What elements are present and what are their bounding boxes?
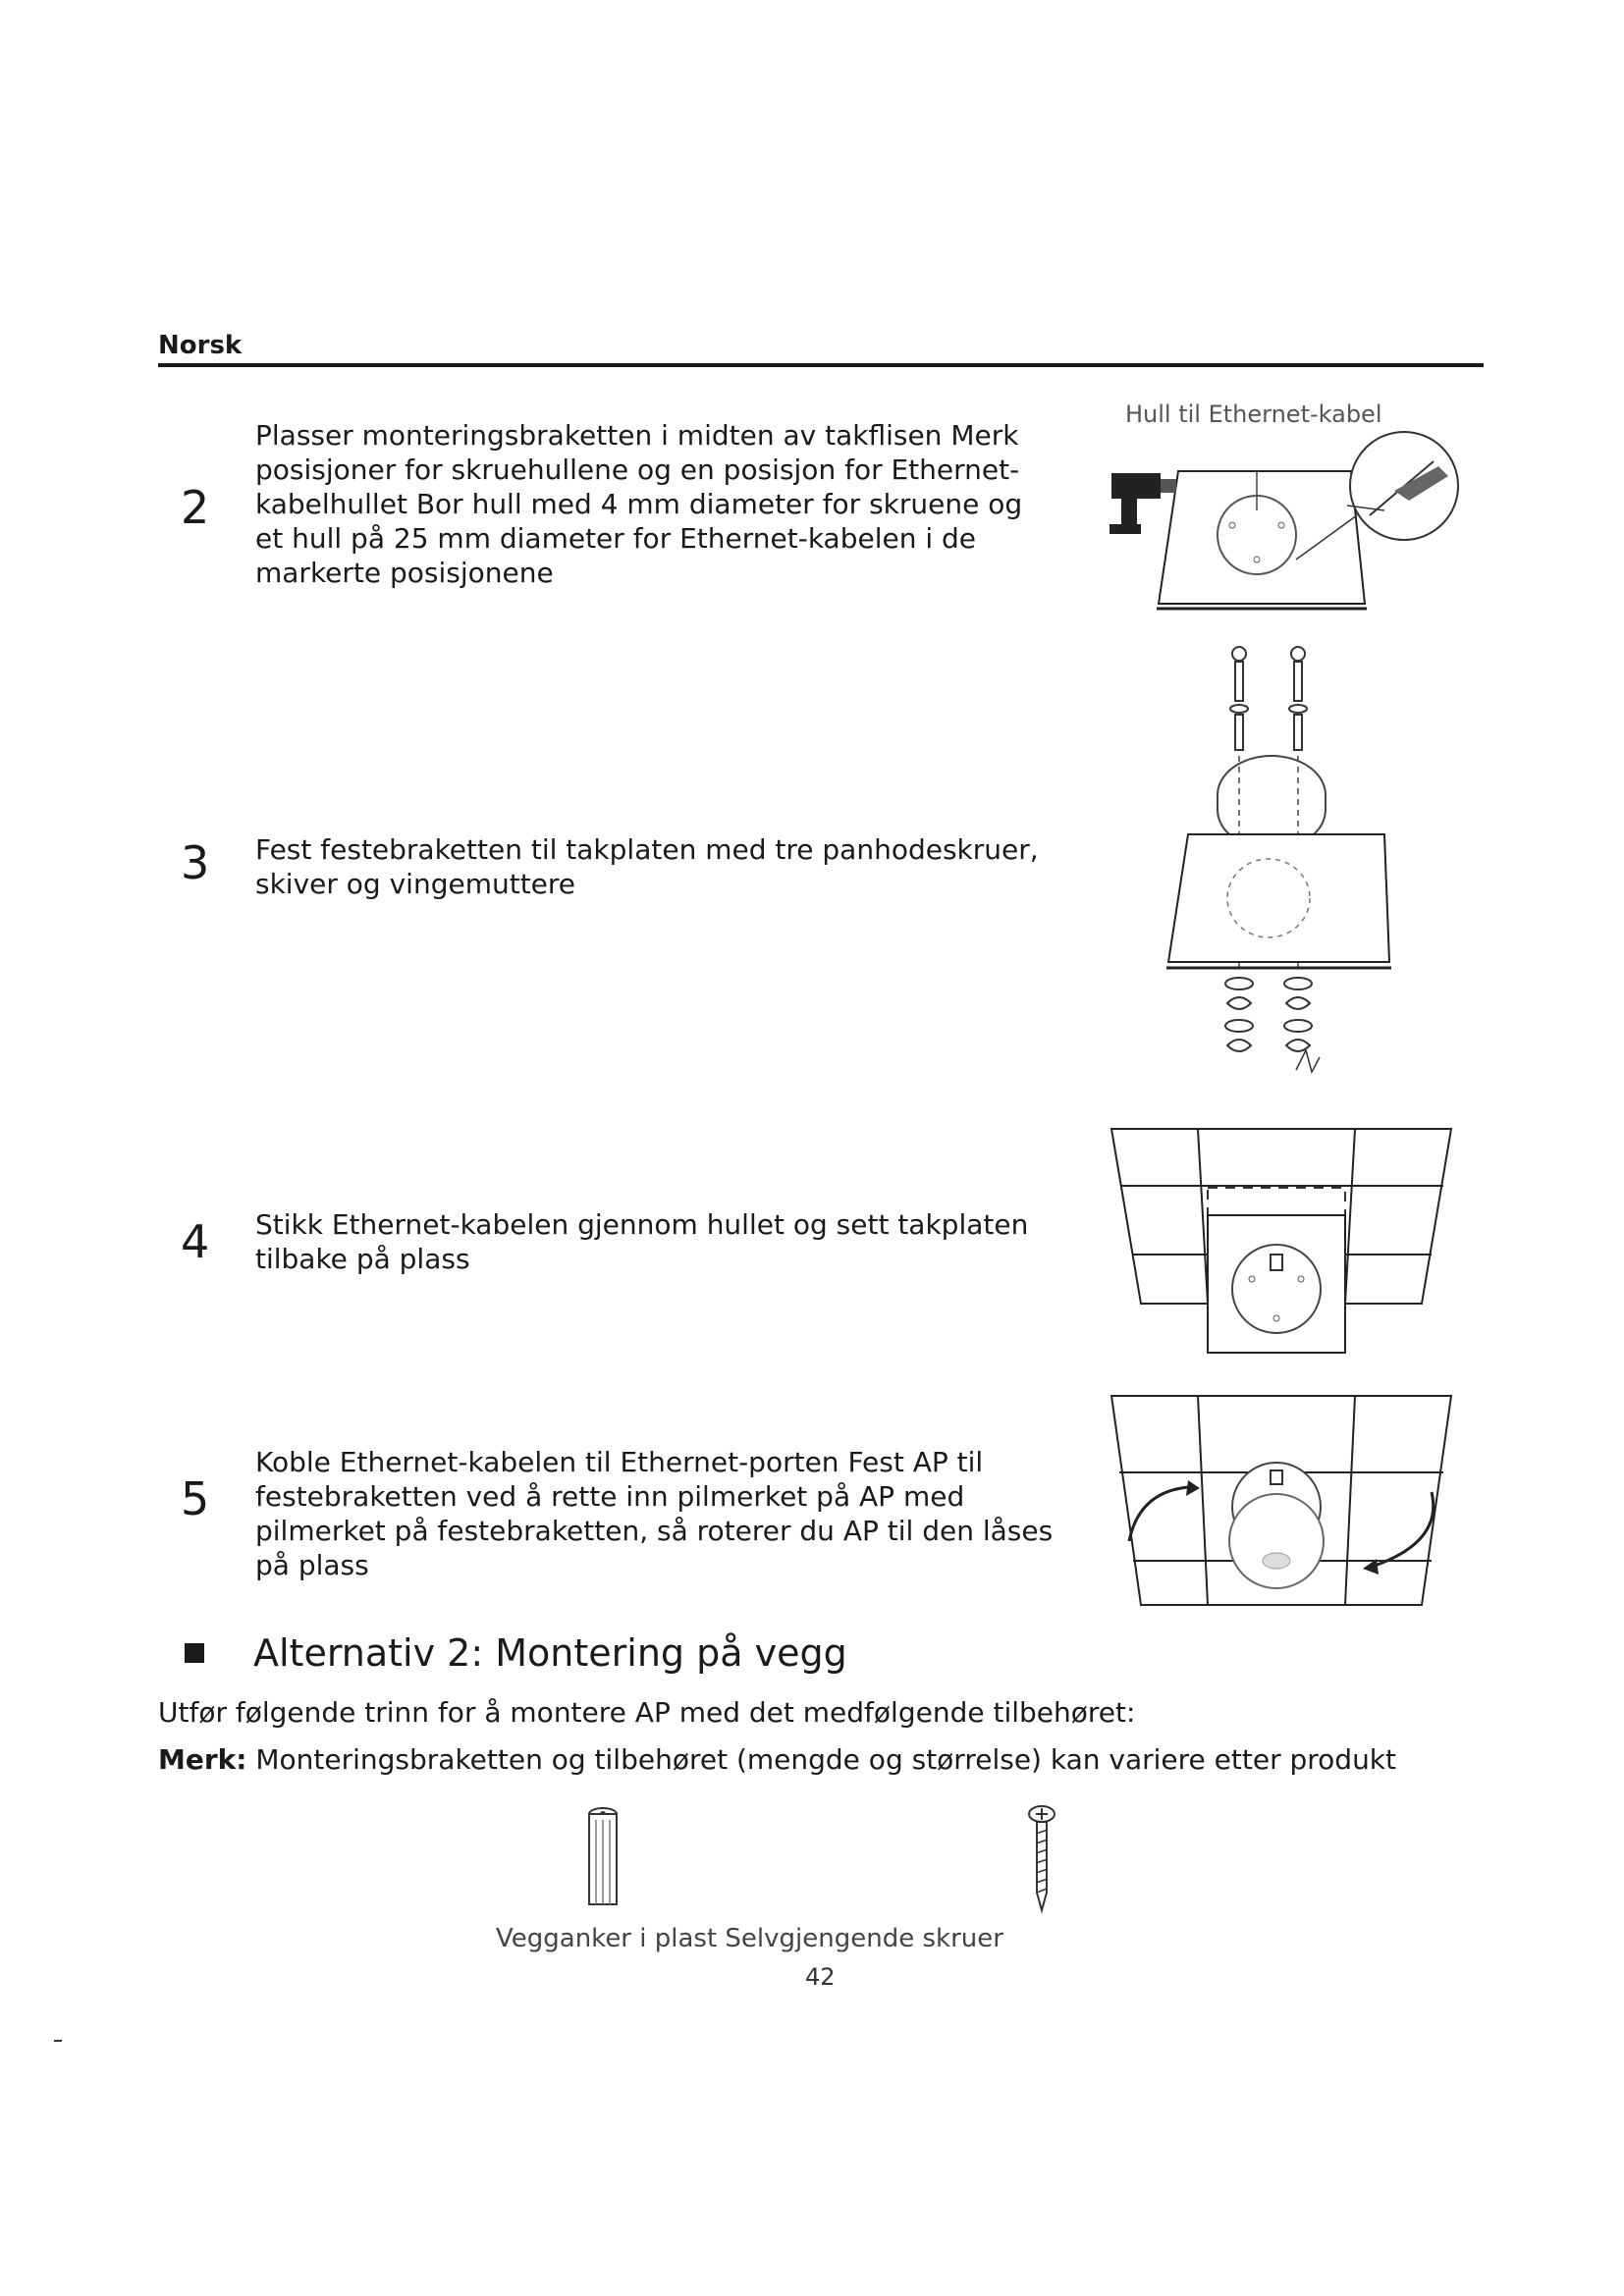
section-heading bbox=[185, 1631, 847, 1675]
step-text-2: Plasser monteringsbraketten i midten av takflisen Merk posisjoner for skruehullene og en posisjon for Ethernet-kabelhullet Bor hull med 4 mm diameter for skruene og et hull på 25 mm diameter for Ethernet-kabelen i de markerte posisjonene bbox=[255, 419, 1023, 589]
page-number: 42 bbox=[805, 1963, 836, 1991]
note-text: Monteringsbraketten og tilbehøret (mengde og størrelse) kan variere etter produkt bbox=[246, 1743, 1397, 1776]
note-label: Merk: bbox=[158, 1743, 247, 1776]
section-intro: Utfør følgende trinn for å montere AP med det medfølgende tilbehøret: bbox=[158, 1696, 1136, 1729]
figure-drill-ceiling-tile bbox=[1100, 422, 1492, 618]
step-number-2: 2 bbox=[181, 481, 210, 534]
self-tapping-screw-icon bbox=[1027, 1804, 1056, 1914]
figure-label-ethernet-hole: Hull til Ethernet-kabel bbox=[1125, 400, 1382, 428]
step-text-5: Koble Ethernet-kabelen til Ethernet-porten Fest AP til festebraketten ved å rette inn pilmerket på AP med pilmerket på festebraketten, så roterer du AP til den låses på plass bbox=[255, 1446, 1054, 1581]
step-number-3: 3 bbox=[181, 836, 210, 889]
header-rule bbox=[158, 363, 1484, 367]
heading-bullet-icon bbox=[185, 1643, 204, 1663]
section-heading-text: Alternativ 2: Montering på vegg bbox=[253, 1631, 847, 1675]
step-number-5: 5 bbox=[181, 1472, 210, 1525]
section-language-label: Norsk bbox=[158, 331, 243, 360]
figure-bracket-screws-assembly bbox=[1159, 638, 1414, 1090]
step-number-4: 4 bbox=[181, 1215, 210, 1268]
plastic-wall-anchor-icon bbox=[586, 1806, 620, 1914]
accessories-caption: Vegganker i plast Selvgjengende skruer bbox=[496, 1924, 1003, 1953]
margin-mark bbox=[54, 2040, 62, 2042]
figure-rotate-ap-lock bbox=[1110, 1394, 1453, 1610]
step-text-4: Stikk Ethernet-kabelen gjennom hullet og sett takplaten tilbake på plass bbox=[255, 1208, 1029, 1275]
section-note bbox=[158, 1743, 1396, 1776]
figure-ceiling-grid-bracket bbox=[1110, 1127, 1453, 1372]
step-text-3: Fest festebraketten til takplaten med tre panhodeskruer, skiver og vingemuttere bbox=[255, 833, 1039, 900]
